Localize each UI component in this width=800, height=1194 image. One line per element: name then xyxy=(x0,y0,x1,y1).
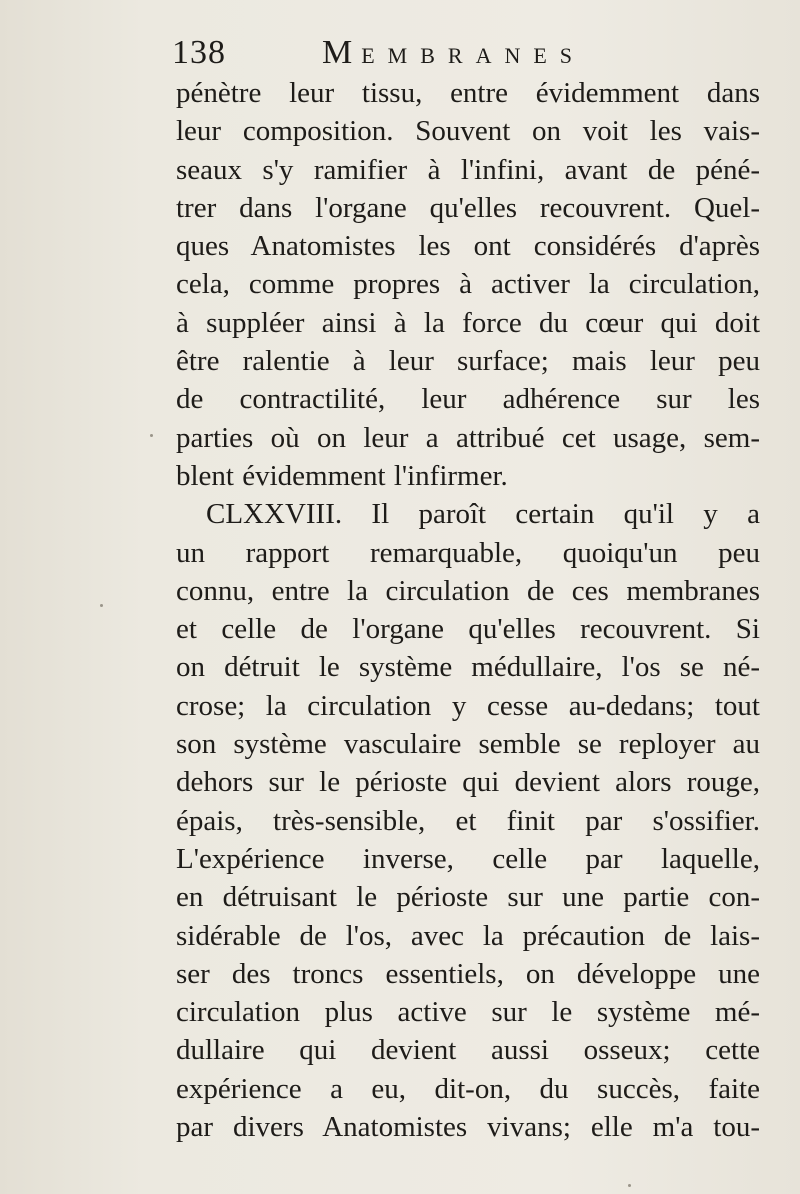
text-line: blent évidemment l'infirmer. xyxy=(176,459,508,492)
text-line: on détruit le système médullaire, l'os se né- xyxy=(176,651,760,684)
text-line: connu, entre la circulation de ces membranes xyxy=(176,574,760,607)
paper-speck xyxy=(628,1184,631,1187)
text-line: épais, très-sensible, et finit par s'ossifier. xyxy=(176,804,760,837)
text-line: à suppléer ainsi à la force du cœur qui doit xyxy=(176,306,760,339)
body-text xyxy=(176,74,760,1146)
text-line: ser des troncs essentiels, on développe une xyxy=(176,957,760,990)
text-line: ques Anatomistes les ont considérés d'après xyxy=(176,230,760,263)
running-head-rest: EMBRANES xyxy=(361,43,586,68)
text-line: de contractilité, leur adhérence sur les xyxy=(176,383,760,416)
text-line: sidérable de l'os, avec la précaution de lais- xyxy=(176,919,760,952)
text-line: circulation plus active sur le système mé- xyxy=(176,996,760,1029)
paper-speck xyxy=(100,604,103,607)
text-line: crose; la circulation y cesse au-dedans; tout xyxy=(176,689,760,722)
text-line: cela, comme propres à activer la circulation, xyxy=(176,268,760,301)
running-head-initial: M xyxy=(322,34,362,71)
text-line: dullaire qui devient aussi osseux; cette xyxy=(176,1034,760,1067)
text-line: par divers Anatomistes vivans; elle m'a tou- xyxy=(176,1111,760,1144)
text-line: dehors sur le périoste qui devient alors rouge, xyxy=(176,766,760,799)
running-head xyxy=(322,34,585,72)
text-line: et celle de l'organe qu'elles recouvrent. Si xyxy=(176,613,760,646)
section-heading-line: CLXXVIII. Il paroît certain qu'il y a xyxy=(206,498,760,531)
text-line: en détruisant le périoste sur une partie con- xyxy=(176,881,760,914)
text-line: leur composition. Souvent on voit les vais- xyxy=(176,115,760,148)
text-line: seaux s'y ramifier à l'infini, avant de péné- xyxy=(176,153,760,186)
page-number: 138 xyxy=(172,34,226,71)
page-header xyxy=(168,26,728,76)
text-line: trer dans l'organe qu'elles recouvrent. Quel- xyxy=(176,191,760,224)
text-line: L'expérience inverse, celle par laquelle, xyxy=(176,842,760,875)
text-line: un rapport remarquable, quoiqu'un peu xyxy=(176,536,760,569)
text-line: être ralentie à leur surface; mais leur peu xyxy=(176,345,760,378)
text-line: expérience a eu, dit-on, du succès, faite xyxy=(176,1072,760,1105)
paper-speck xyxy=(150,434,153,437)
text-line: pénètre leur tissu, entre évidemment dans xyxy=(176,77,760,109)
text-line: parties où on leur a attribué cet usage, sem- xyxy=(176,421,760,454)
text-line: son système vasculaire semble se reployer au xyxy=(176,728,760,761)
